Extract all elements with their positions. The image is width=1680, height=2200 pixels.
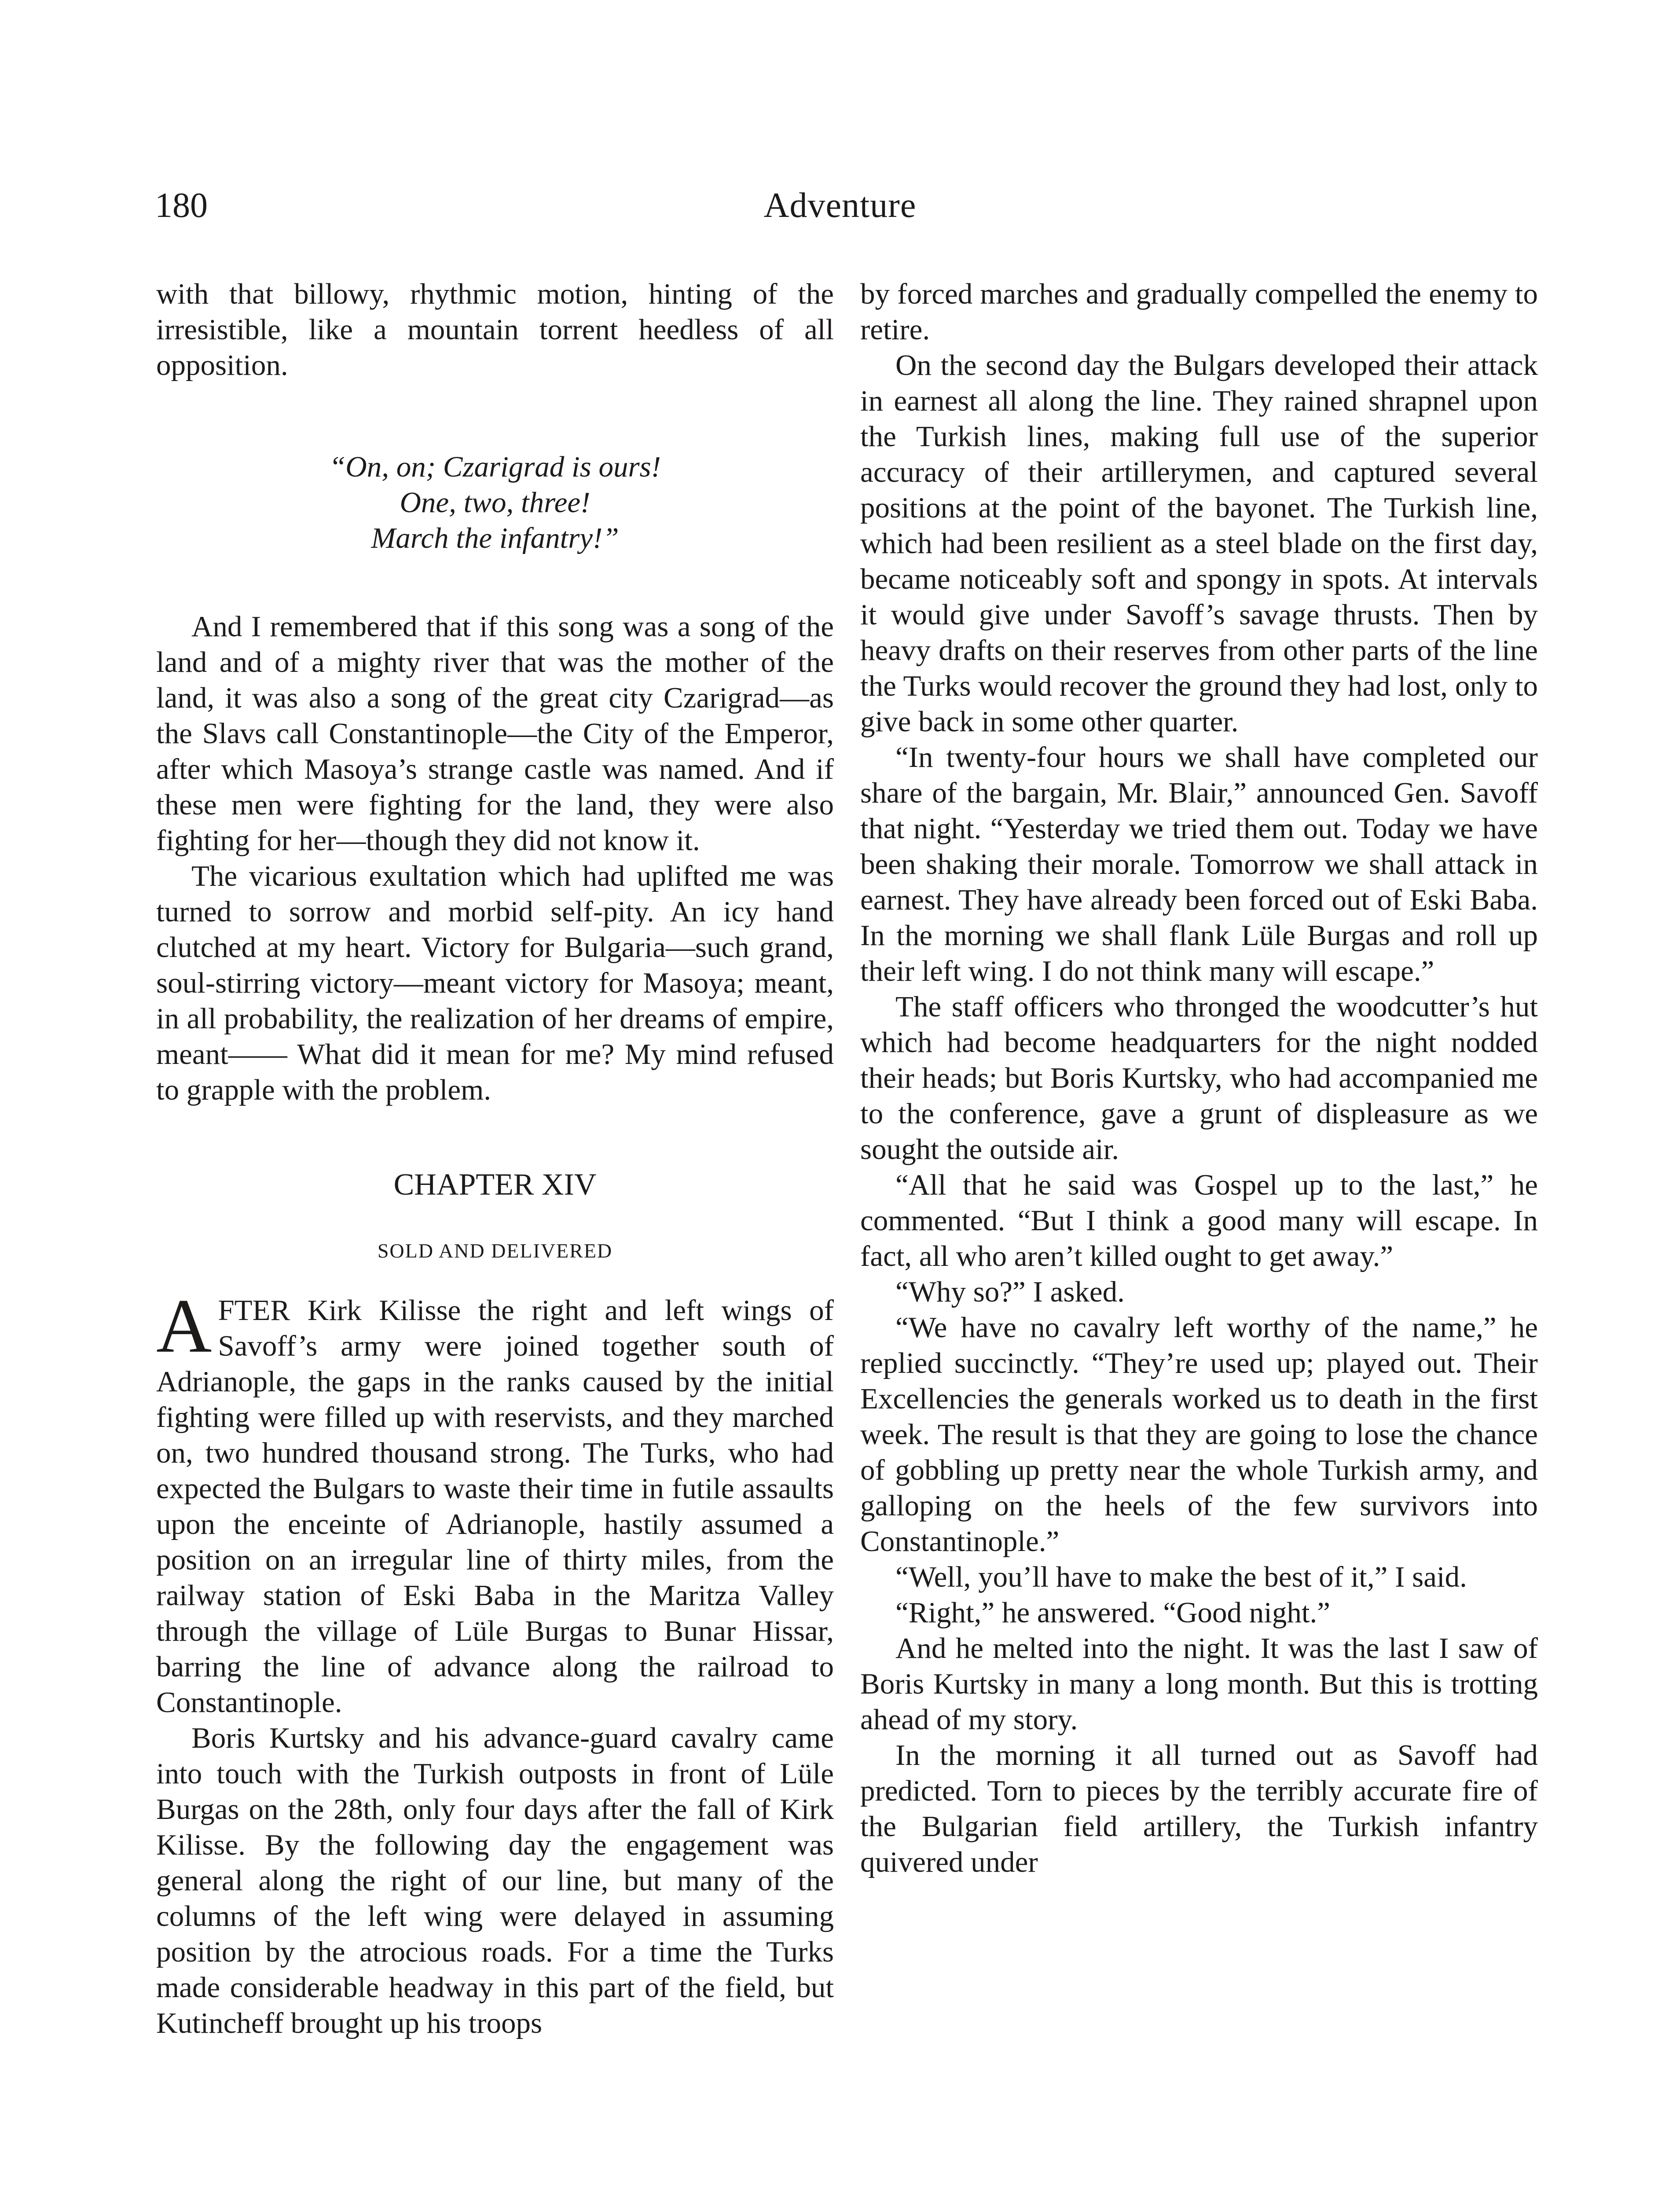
verse-block: [156, 449, 834, 556]
paragraph: with that billowy, rhythmic motion, hinting of the irresistible, like a mountain torrent heedless of all opposition.: [156, 278, 834, 381]
drop-cap: A: [156, 1283, 212, 1368]
right-column: [860, 276, 1538, 1880]
verse-line: One, two, three!: [400, 486, 591, 519]
paragraph: The staff officers who thronged the woodcutter’s hut which had become headquarters for the night nodded their heads; but Boris Kurtsky, who had accompanied me to the conference, gave a grunt of displeasure as we sought the outside air.: [860, 990, 1538, 1166]
paragraph: In the morning it all turned out as Savoff had predicted. Torn to pieces by the terribly accurate fire of the Bulgarian field artillery, the Turkish infantry quivered under: [860, 1739, 1538, 1878]
page-number: 180: [155, 186, 208, 225]
paragraph: The vicarious exultation which had uplifted me was turned to sorrow and morbid self-pity. An icy hand clutched at my heart. Victory for Bulgaria—such grand, soul-stirring victory—meant victory for Masoya; meant, in all probability, the realization of her dreams of empire, meant—— What did it mean for me? My mind refused to grapple with the problem.: [156, 860, 834, 1106]
paragraph: On the second day the Bulgars developed their attack in earnest all along the line. They rained shrapnel upon the Turkish lines, making full use of the superior accuracy of their artillerymen, and captured several positions at the point of the bayonet. The Turkish line, which had been resilient as a steel blade on the first day, became noticeably soft and spongy in spots. At intervals it would give under Savoff’s savage thrusts. Then by heavy drafts on their reserves from other parts of the line the Turks would recover the ground they had lost, only to give back in some other quarter.: [860, 349, 1538, 738]
paragraph: Boris Kurtsky and his advance-guard cavalry came into touch with the Turkish outposts in front of Lüle Burgas on the 28th, only four days after the fall of Kirk Kilisse. By the following day the engagement was general along the right of our line, but many of the columns of the left wing were delayed in assuming position by the atrocious roads. For a time the Turks made considerable headway in this part of the field, but Kutincheff brought up his troops: [156, 1722, 834, 2039]
paragraph: “In twenty-four hours we shall have completed our share of the bargain, Mr. Blair,” announced Gen. Savoff that night. “Yesterday we tried them out. Today we have been shaking their morale. Tomorrow we shall attack in earnest. They have already been forced out of Eski Baba. In the morning we shall flank Lüle Burgas and roll up their left wing. I do not think many will escape.”: [860, 741, 1538, 987]
paragraph-with-dropcap: [156, 1283, 834, 1720]
paragraph: And he melted into the night. It was the last I saw of Boris Kurtsky in many a long month. But this is trotting ahead of my story.: [860, 1632, 1538, 1736]
chapter-title: CHAPTER XIV: [393, 1168, 597, 1202]
paragraph: “Well, you’ll have to make the best of it,” I said.: [895, 1561, 1467, 1593]
chapter-subtitle: SOLD AND DELIVERED: [377, 1239, 613, 1262]
paragraph: And I remembered that if this song was a song of the land and of a mighty river that was the mother of the land, it was also a song of the great city Czarigrad—as the Slavs call Constantinople—the City of the Emperor, after which Masoya’s strange castle was named. And if these men were fighting for the land, they were also fighting for her—though they did not know it.: [156, 610, 834, 857]
page-header: [0, 181, 1680, 230]
left-column: [156, 276, 834, 2041]
paragraph: “Right,” he answered. “Good night.”: [895, 1596, 1330, 1629]
paragraph: “All that he said was Gospel up to the last,” he commented. “But I think a good many will escape. In fact, all who aren’t killed ought to get away.”: [860, 1169, 1538, 1272]
paragraph: by forced marches and gradually compelled the enemy to retire.: [860, 278, 1538, 346]
verse-line: “On, on; Czarigrad is ours!: [329, 451, 661, 483]
paragraph-text: FTER Kirk Kilisse the right and left wings of Savoff’s army were joined together south of Adrianople, the gaps in the ranks caused by the initial fighting were filled up with reservists, and they marched on, two hundred thousand strong. The Turks, who had expected the Bulgars to waste their time in futile assaults upon the enceinte of Adrianople, hastily assumed a position on an irregular line of thirty miles, from the railway station of Eski Baba in the Maritza Valley through the village of Lüle Burgas to Bunar Hissar, barring the line of advance along the railroad to Constantinople.: [156, 1294, 834, 1719]
verse-line: March the infantry!”: [371, 522, 619, 554]
paragraph: “We have no cavalry left worthy of the name,” he replied succinctly. “They’re used up; played out. Their Excellencies the generals worked us to death in the first week. The result is that they are going to lose the chance of gobbling up pretty near the whole Turkish army, and galloping on the heels of the few survivors into Constantinople.”: [860, 1311, 1538, 1558]
paragraph: “Why so?” I asked.: [895, 1276, 1125, 1308]
journal-title: Adventure: [763, 186, 917, 225]
